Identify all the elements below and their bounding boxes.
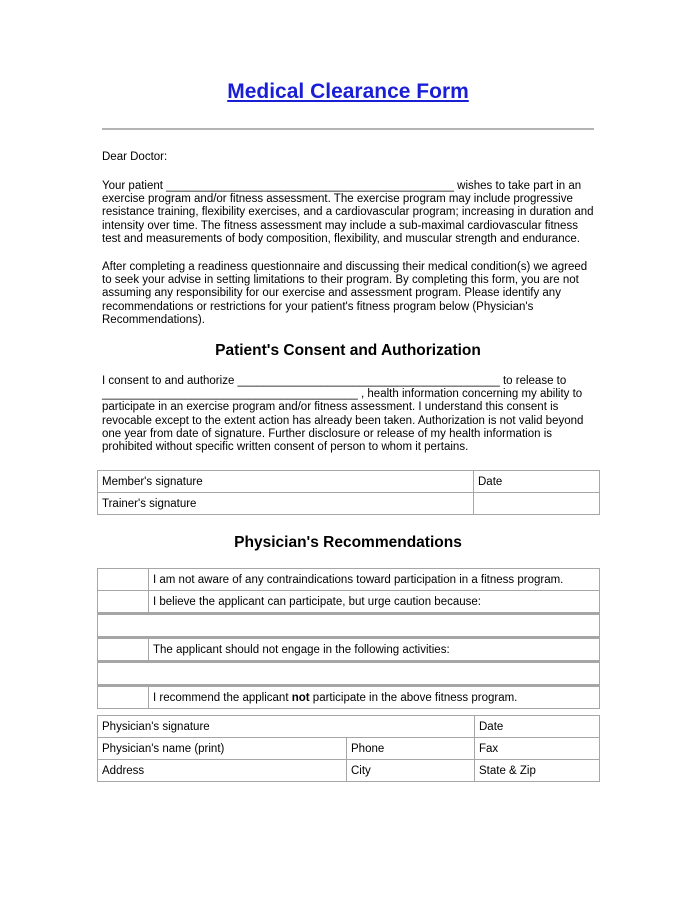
city-field[interactable]: City xyxy=(347,760,475,782)
option3-checkbox[interactable] xyxy=(98,638,149,662)
table-row xyxy=(98,662,600,686)
option3-label: The applicant should not engage in the following activities: xyxy=(149,638,600,662)
option4-suffix: participate in the above fitness program. xyxy=(309,691,518,704)
physician-date-field[interactable]: Date xyxy=(475,716,600,738)
restricted-activities-field[interactable] xyxy=(98,662,600,686)
trainer-signature-field[interactable]: Trainer's signature xyxy=(98,493,474,515)
readiness-paragraph: After completing a readiness questionnaire and discussing their medical condition(s) we agreed to seek your advise in setting limitations to their program. By completing this form, you are not assuming any responsibility for our exercise and assessment program. Please identify any recommendations or restrictions for your patient's fitness program below (Physician's Recommendations). xyxy=(102,261,588,326)
option1-label: I am not aware of any contraindications toward participation in a fitness program. xyxy=(149,569,600,591)
option4-checkbox[interactable] xyxy=(98,686,149,709)
option1-checkbox[interactable] xyxy=(98,569,149,591)
intro-paragraph: Your patient _____________________________________________ wishes to take part in an exercise program and/or fitness assessment. The exercise program may include progressive resistance training, flexibility exercises, and a cardiovascular program; increasing in duration and intensity over time. The fitness assessment may include a sub-maximal cardiovascular fitness test and measurements of body composition, flexibility, and muscular strength and endurance. xyxy=(102,180,594,245)
table-row xyxy=(98,638,600,662)
consent-heading: Patient's Consent and Authorization xyxy=(215,342,481,359)
option2-label: I believe the applicant can participate, but urge caution because: xyxy=(149,591,600,614)
table-row xyxy=(98,493,600,515)
recommendations-table xyxy=(97,568,600,709)
member-signature-field[interactable]: Member's signature xyxy=(98,471,474,493)
table-row xyxy=(98,569,600,591)
consent-text: I consent to and authorize _________________________________________ to release to ________________________________________ , health information concerning my ability to participate in an exercise program and/or fitness assessment. I understand this consent is revocable except to the extent action has already been taken. Authorization is not valid beyond one year from date of signature. Further disclosure or release of my health information is prohibited without specific written consent of person to whom it pertains. xyxy=(102,375,584,454)
physician-info-table xyxy=(97,715,600,782)
physician-signature-field[interactable]: Physician's signature xyxy=(98,716,475,738)
recommendations-heading: Physician's Recommendations xyxy=(234,534,462,551)
phone-field[interactable]: Phone xyxy=(347,738,475,760)
state-zip-field[interactable]: State & Zip xyxy=(475,760,600,782)
page-title: Medical Clearance Form xyxy=(227,80,469,103)
table-row xyxy=(98,716,600,738)
option2-checkbox[interactable] xyxy=(98,591,149,614)
table-row xyxy=(98,738,600,760)
member-date-field[interactable]: Date xyxy=(474,471,600,493)
table-row xyxy=(98,471,600,493)
salutation: Dear Doctor: xyxy=(102,151,168,163)
physician-name-field[interactable]: Physician's name (print) xyxy=(98,738,347,760)
table-row xyxy=(98,591,600,614)
option4-label xyxy=(149,686,600,709)
option4-bold: not xyxy=(291,691,310,704)
title-divider xyxy=(102,128,594,130)
address-field[interactable]: Address xyxy=(98,760,347,782)
table-row xyxy=(98,614,600,638)
table-row xyxy=(98,686,600,709)
table-row xyxy=(98,760,600,782)
fax-field[interactable]: Fax xyxy=(475,738,600,760)
consent-signature-table xyxy=(97,470,600,515)
trainer-date-field[interactable] xyxy=(474,493,600,515)
option4-prefix: I recommend the applicant xyxy=(153,691,292,704)
caution-reason-field[interactable] xyxy=(98,614,600,638)
